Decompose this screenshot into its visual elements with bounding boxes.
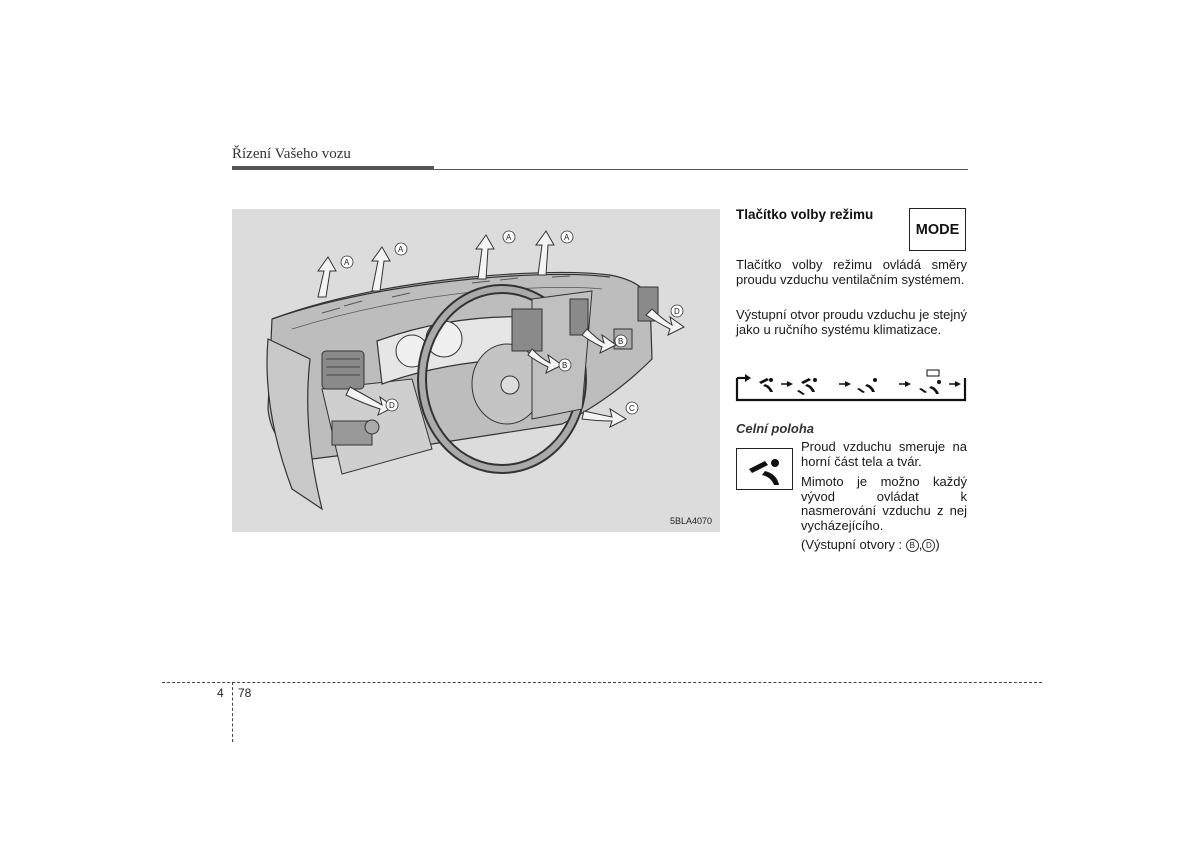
bi-level-icon xyxy=(797,378,817,395)
section-paragraph-2: Výstupní otvor proudu vzduchu je stejný jako u ručního systému klimatizace. xyxy=(736,307,967,337)
subsection-paragraph-2: Mimoto je možno každý vývod ovládat k nasmerování vzduchu z nej vycházejícího. xyxy=(801,474,967,533)
vent-label-c: C xyxy=(629,404,635,413)
outlets-suffix: ) xyxy=(935,537,940,552)
vent-label-b2: B xyxy=(562,361,568,370)
dashboard-illustration xyxy=(232,209,720,532)
outlet-b-badge: B xyxy=(906,539,919,552)
page-number: 78 xyxy=(238,686,252,700)
vent-label-a4: A xyxy=(564,233,570,242)
vent-label-a1: A xyxy=(344,258,350,267)
footer-dashed-divider xyxy=(232,682,233,742)
header-rule-thin xyxy=(434,169,968,170)
floor-defrost-icon xyxy=(919,370,941,394)
chapter-number: 4 xyxy=(217,686,224,700)
section-paragraph-1: Tlačítko volby režimu ovládá směry proudu vzduchu ventilačním systémem. xyxy=(736,257,967,287)
vent-label-b1: B xyxy=(618,337,624,346)
section-title: Tlačítko volby režimu xyxy=(736,207,874,222)
subsection-paragraph-1: Proud vzduchu smeruje na horní část tela a tvár. xyxy=(801,439,967,469)
outlet-d-badge: D xyxy=(922,539,935,552)
subsection-title: Celní poloha xyxy=(736,421,814,436)
header-rule-thick xyxy=(232,166,434,170)
vent-label-a2: A xyxy=(398,245,404,254)
dashboard-drawing xyxy=(232,209,720,532)
page-header-title: Řízení Vašeho vozu xyxy=(232,146,351,162)
figure-code: 5BLA4070 xyxy=(669,516,712,526)
face-vent-icon xyxy=(759,378,773,392)
vent-label-d2: D xyxy=(389,401,395,410)
vent-label-a3: A xyxy=(506,233,512,242)
outlets-separator: , xyxy=(918,537,923,552)
vent-label-d1: D xyxy=(674,307,680,316)
mode-sequence-diagram xyxy=(735,368,967,404)
floor-vent-icon xyxy=(857,378,877,393)
footer-dashed-rule xyxy=(162,682,1042,683)
face-vent-icon xyxy=(737,449,792,489)
outlets-prefix: (Výstupní otvory : xyxy=(801,537,906,552)
mode-button-illustration: MODE xyxy=(909,208,966,251)
outlets-note xyxy=(801,538,967,553)
face-position-icon-box xyxy=(736,448,793,490)
